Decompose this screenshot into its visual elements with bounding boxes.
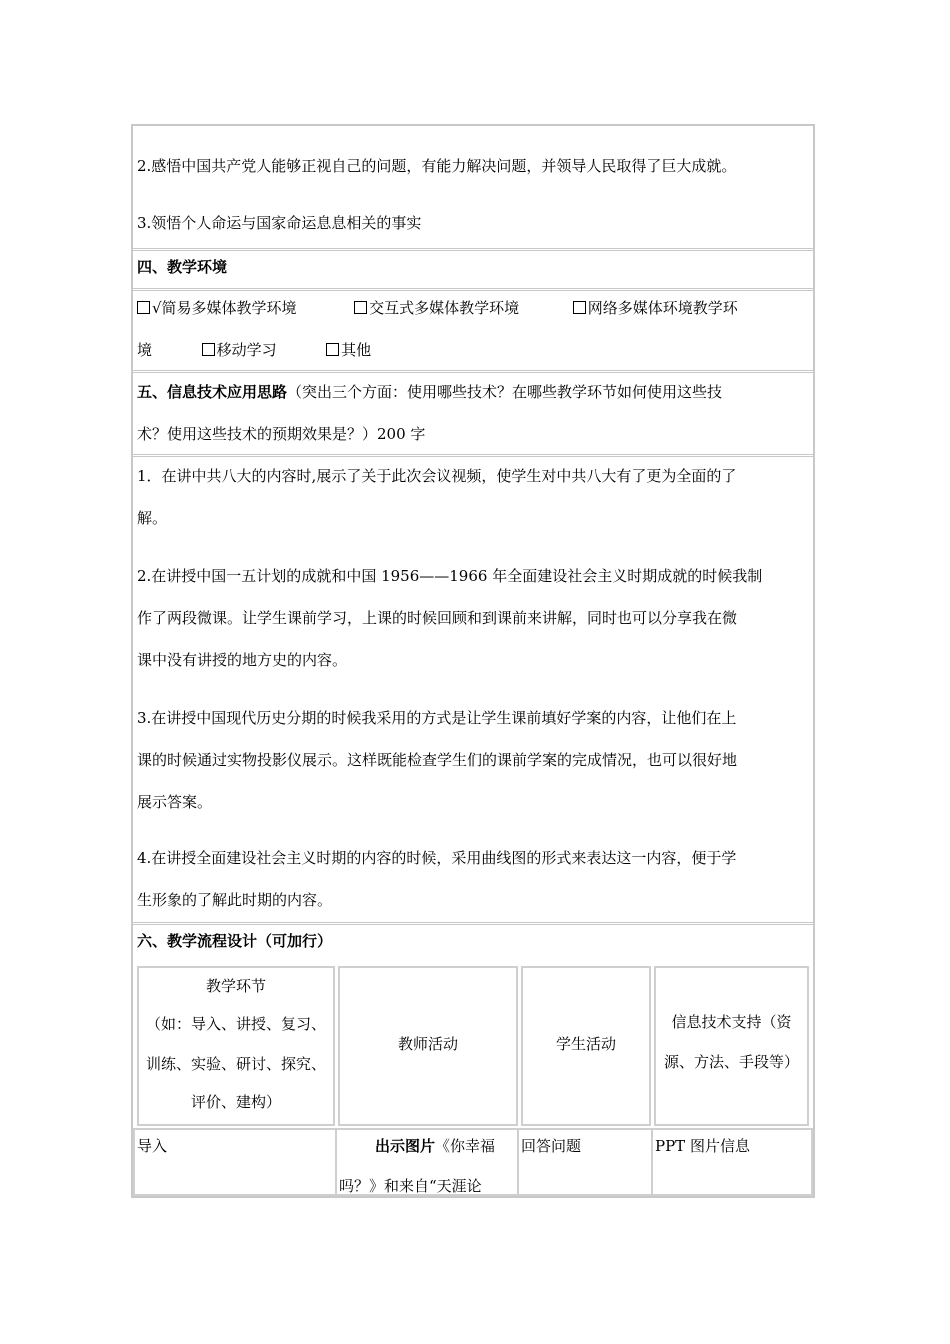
header-tech-line1: 信息技术支持（资 — [671, 1013, 792, 1031]
para-2-line-3: 课中没有讲授的地方史的内容。 — [137, 651, 348, 669]
header-student: 学生活动 — [555, 1035, 616, 1053]
header-tech-line2: 源、方法、手段等） — [663, 1053, 799, 1071]
para-2-line-2: 作了两段微课。让学生课前学习，上课的时候回顾和到课前来讲解，同时也可以分享我在微 — [137, 609, 738, 627]
row1-tech: PPT 图片信息 — [655, 1137, 750, 1155]
section-5-title-rest: （突出三个方面：使用哪些技术？在哪些教学环节如何使用这些技 — [287, 383, 723, 401]
row1-teacher-line1 — [375, 1136, 495, 1156]
checkbox-icon[interactable] — [137, 301, 150, 314]
row-divider — [133, 248, 813, 251]
checkbox-icon[interactable] — [354, 301, 367, 314]
checkbox-icon[interactable] — [202, 343, 215, 356]
header-cell-stage — [137, 966, 335, 1126]
section-5-title-bold: 五、信息技术应用思路 — [137, 383, 288, 401]
header-stage-line1: 教学环节 — [205, 977, 266, 995]
header-cell-tech — [654, 966, 809, 1126]
header-stage-line2: （如：导入、讲授、复习、 — [145, 1015, 326, 1033]
environment-options-row1 — [137, 298, 738, 318]
header-stage-line4: 评价、建构） — [190, 1093, 281, 1111]
env-option-simple-multimedia: √简易多媒体教学环境 — [152, 299, 297, 317]
para-3-line-1: 3.在讲授中国现代历史分期的时候我采用的方式是让学生课前填好学案的内容，让他们在上 — [137, 709, 737, 727]
row-divider — [133, 454, 813, 457]
env-option-wrap: 境 — [137, 341, 153, 359]
row1-cell-student — [517, 1128, 653, 1196]
goal-line-2: 2.感悟中国共产党人能够正视自己的问题，有能力解决问题，并领导人民取得了巨大成就。 — [137, 157, 737, 175]
para-4-line-2: 生形象的了解此时期的内容。 — [137, 891, 333, 909]
row1-cell-teacher — [335, 1128, 519, 1196]
row1-stage: 导入 — [137, 1137, 168, 1155]
row-divider — [133, 288, 813, 291]
env-option-other: 其他 — [341, 341, 372, 359]
header-stage-line3: 训练、实验、研讨、探究、 — [145, 1055, 326, 1073]
env-option-network-multimedia: 网络多媒体环境教学环 — [587, 299, 738, 317]
row1-cell-stage — [133, 1128, 337, 1196]
para-1-line-1: 1．在讲中共八大的内容时,展示了关于此次会议视频，使学生对中共八大有了更为全面的了 — [137, 467, 737, 485]
env-option-interactive-multimedia: 交互式多媒体教学环境 — [369, 299, 520, 317]
para-1-line-2: 解。 — [137, 509, 168, 527]
row1-teacher-bold: 出示图片 — [375, 1137, 436, 1155]
env-option-mobile-learning: 移动学习 — [216, 341, 277, 359]
para-3-line-2: 课的时候通过实物投影仪展示。这样既能检查学生们的课前学案的完成情况，也可以很好地 — [137, 751, 738, 769]
header-cell-teacher — [338, 966, 518, 1126]
goal-line-3: 3.领悟个人命运与国家命运息息相关的事实 — [137, 214, 422, 232]
section-5-title-line2: 术？使用这些技术的预期效果是？）200 字 — [137, 425, 426, 443]
row1-student: 回答问题 — [521, 1137, 582, 1155]
header-teacher: 教师活动 — [397, 1035, 458, 1053]
section-5-title — [137, 382, 722, 402]
para-3-line-3: 展示答案。 — [137, 793, 213, 811]
para-2-line-1: 2.在讲授中国一五计划的成就和中国 1956——1966 年全面建设社会主义时期成就的时候我制 — [137, 567, 763, 585]
row1-teacher-line2: 吗？》和来自“天涯论 — [339, 1177, 482, 1195]
section-4-title: 四、教学环境 — [137, 258, 228, 276]
row-divider — [133, 922, 813, 925]
checkbox-icon[interactable] — [573, 301, 586, 314]
row-divider — [133, 370, 813, 373]
lesson-plan-table — [131, 124, 815, 1198]
checkbox-icon[interactable] — [326, 343, 339, 356]
row1-cell-tech — [651, 1128, 813, 1196]
para-4-line-1: 4.在讲授全面建设社会主义时期的内容的时候，采用曲线图的形式来表达这一内容，便于学 — [137, 849, 737, 867]
section-6-title: 六、教学流程设计（可加行） — [137, 932, 333, 950]
row1-teacher-rest: 《你幸福 — [435, 1137, 496, 1155]
environment-options-row2 — [137, 340, 371, 360]
header-cell-student — [521, 966, 651, 1126]
